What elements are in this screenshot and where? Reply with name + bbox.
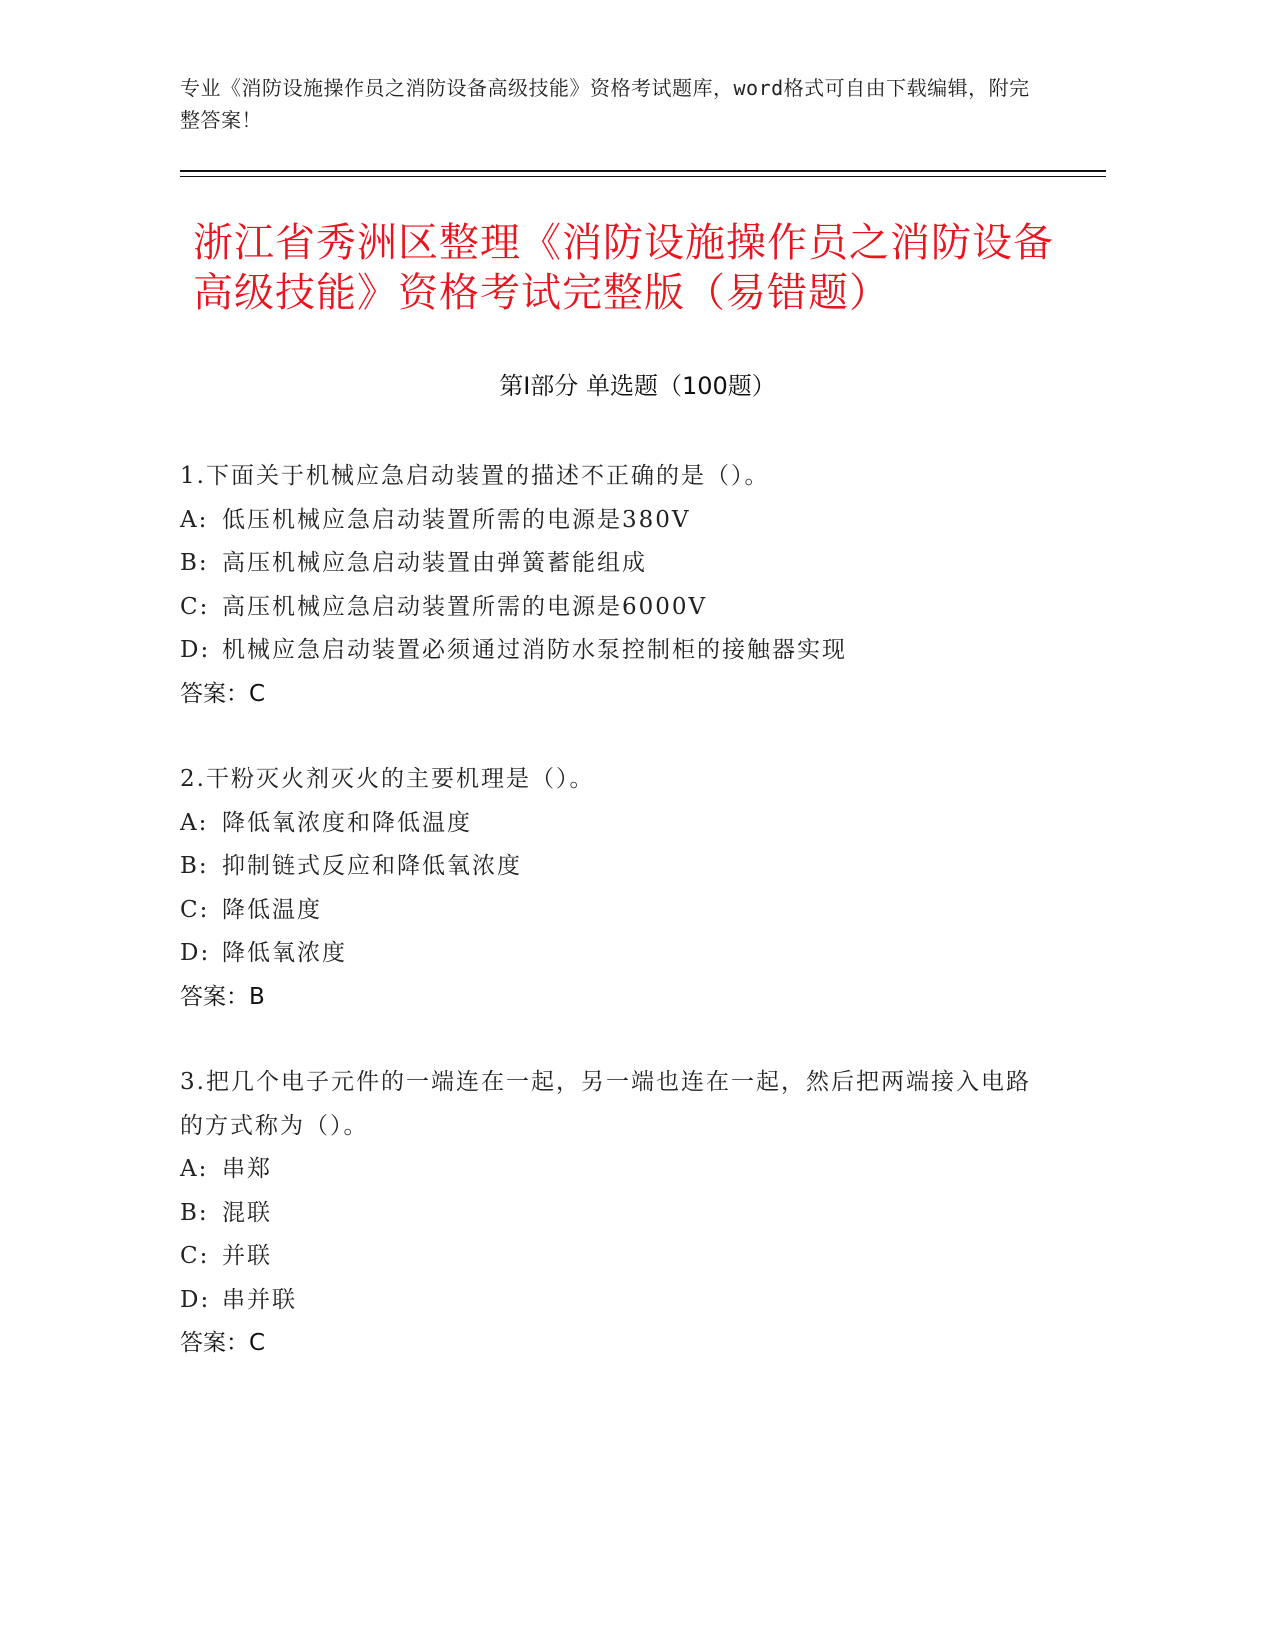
option-c — [180, 586, 1040, 630]
option-d — [180, 629, 1040, 673]
option-a — [180, 1148, 1040, 1192]
answer: 答案：C — [180, 1330, 266, 1356]
question-stem: 3.把几个电子元件的一端连在一起，另一端也连在一起，然后把两端接入电路的方式称为（）。 — [180, 1069, 1031, 1139]
option-letter: B: — [180, 550, 209, 576]
option-text: 高压机械应急启动装置所需的电源是6000V — [222, 593, 708, 620]
option-letter: A: — [180, 809, 209, 836]
option-letter: D: — [180, 1286, 211, 1313]
header-note: 专业《消防设施操作员之消防设备高级技能》资格考试题库，word格式可自由下载编辑，附完整答案！ — [180, 76, 1030, 132]
option-text: 降低氧浓度和降低温度 — [222, 809, 472, 836]
option-letter: D: — [180, 637, 211, 663]
document-title: 浙江省秀洲区整理《消防设施操作员之消防设备高级技能》资格考试完整版（易错题） — [193, 220, 1054, 316]
option-text: 混联 — [222, 1199, 272, 1226]
option-letter: D: — [180, 940, 211, 966]
answer: 答案：C — [180, 680, 266, 707]
question-stem: 1.下面关于机械应急启动装置的描述不正确的是（）。 — [180, 463, 770, 489]
option-text: 降低温度 — [222, 896, 322, 923]
question-list — [180, 455, 1040, 1408]
option-letter: B: — [180, 853, 209, 879]
option-c — [180, 1235, 1040, 1279]
option-letter: C: — [180, 593, 210, 620]
option-b — [180, 542, 1040, 586]
option-c — [180, 889, 1040, 933]
option-a — [180, 802, 1040, 846]
option-letter: A: — [180, 1156, 209, 1182]
question-2 — [180, 758, 1040, 1019]
header-rule-thick — [180, 170, 1106, 172]
option-d — [180, 932, 1040, 976]
question-stem: 2.干粉灭火剂灭火的主要机理是（）。 — [180, 766, 595, 792]
option-a — [180, 499, 1040, 543]
question-3 — [180, 1061, 1040, 1366]
option-letter: C: — [180, 1243, 210, 1269]
option-text: 高压机械应急启动装置由弹簧蓄能组成 — [222, 550, 647, 576]
option-text: 抑制链式反应和降低氧浓度 — [222, 853, 522, 879]
option-text: 低压机械应急启动装置所需的电源是380V — [222, 506, 691, 533]
section-heading: 第Ⅰ部分 单选题（100题） — [499, 372, 776, 400]
option-text: 降低氧浓度 — [222, 940, 347, 966]
header-rule-thin — [180, 176, 1106, 177]
option-text: 机械应急启动装置必须通过消防水泵控制柜的接触器实现 — [222, 637, 847, 663]
answer: 答案：B — [180, 983, 265, 1010]
option-letter: B: — [180, 1199, 209, 1226]
option-letter: A: — [180, 506, 209, 533]
option-letter: C: — [180, 896, 210, 923]
option-text: 串郑 — [222, 1156, 272, 1182]
option-text: 串并联 — [222, 1286, 297, 1313]
option-text: 并联 — [222, 1243, 272, 1269]
option-b — [180, 1192, 1040, 1236]
question-1 — [180, 455, 1040, 716]
option-d — [180, 1279, 1040, 1323]
option-b — [180, 845, 1040, 889]
